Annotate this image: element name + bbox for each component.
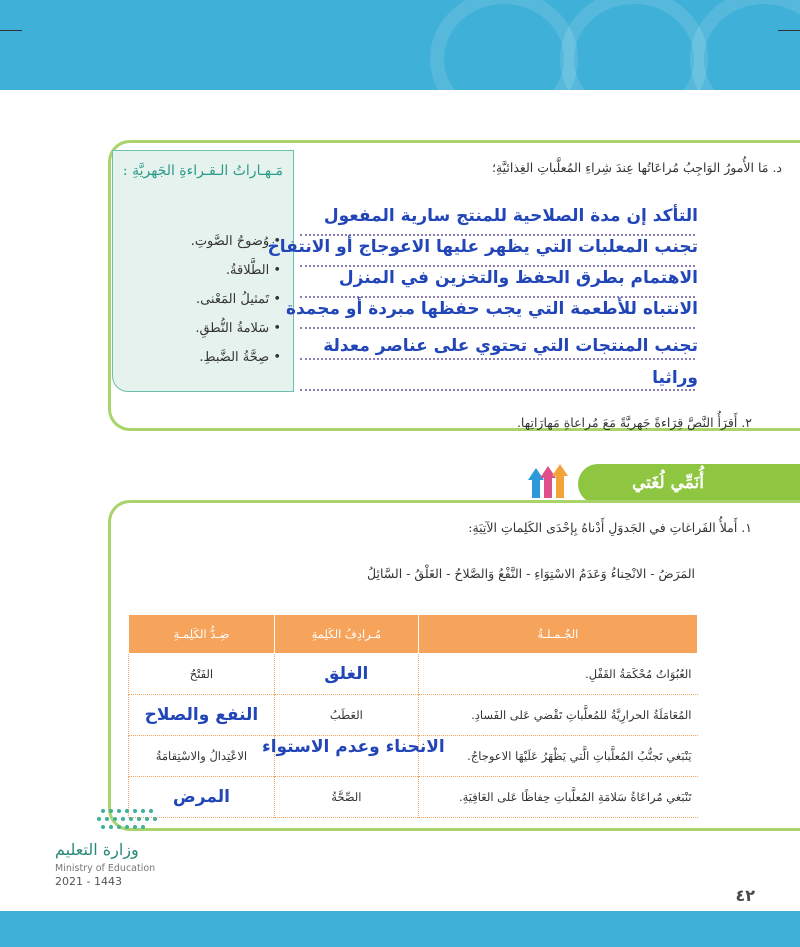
answer-line — [300, 327, 695, 330]
sentence-cell: المُعَامَلَةُ الحرارِيَّةُ للمُعلَّباتِ تَقْضي عَلى الفَسادِ. — [418, 695, 697, 736]
crop-mark — [0, 30, 22, 31]
skills-title: مَـهـاراتُ الـقـراءةِ الجَهريَّةِ : — [122, 163, 283, 179]
question-d: د. مَا الأُمورُ الوَاجِبُ مُراعَاتُها عِندَ شِراءِ المُعلَّباتِ الغِذائيَّةِ؛ — [491, 160, 782, 175]
table-row — [129, 654, 698, 695]
top-banner — [0, 0, 800, 90]
antonym-cell: الفَتْحُ — [129, 654, 275, 695]
section-tab-label: أُنَمِّي لُغَتي — [631, 473, 704, 493]
question-2: ٢. أَقرَأُ النَّصَّ قِرَاءةً جَهريَّةً مَعَ مُراعاةِ مَهارَاتِها. — [516, 415, 752, 430]
antonym-cell: المرض — [129, 777, 275, 818]
handwritten-answer: الاهتمام بطرق الحفظ والتخزين في المنزل — [338, 268, 698, 288]
skill-item: • وُضوحُ الصَّوتِ. — [191, 227, 281, 256]
ministry-logo — [55, 805, 165, 888]
handwritten-answer: الانتباه للأطعمة التي يجب حفظها مبردة أو مجمدة — [285, 299, 698, 319]
skill-item: • الطَّلاقةُ. — [191, 256, 281, 285]
table-header: ضِـدُّ الكَلِمـةِ — [129, 615, 275, 654]
ministry-name-ar: وزارة التعليم — [55, 840, 139, 859]
handwritten-synonym: الانحناء وعدم الاستواء — [262, 737, 445, 757]
synonym-cell: الغلق — [274, 654, 418, 695]
answer-line — [300, 389, 695, 392]
table-header: مُـرادِفُ الكَلِمةِ — [274, 615, 418, 654]
skills-box — [112, 150, 294, 392]
exercise-table — [128, 614, 698, 818]
bottom-banner — [0, 911, 800, 947]
sentence-cell: العُبُوَاتُ مُحْكَمَةُ القَفْلِ. — [418, 654, 697, 695]
banner-pattern — [560, 0, 708, 90]
handwritten-answer: تجنب المنتجات التي تحتوي على عناصر معدلة — [323, 336, 698, 356]
page-number: ٤٢ — [735, 886, 755, 905]
ministry-year: 2021 - 1443 — [55, 875, 122, 888]
table-row — [129, 777, 698, 818]
handwritten-answer: التأكد إن مدة الصلاحية للمنتج سارية المفعول — [323, 206, 698, 226]
antonym-cell: الاعْتِدالُ والاسْتِقامَةُ — [129, 736, 275, 777]
table-row — [129, 695, 698, 736]
crop-mark — [778, 30, 800, 31]
ministry-dots-icon — [55, 805, 165, 837]
banner-pattern — [690, 0, 800, 90]
sentence-cell: تَنْبَغي مُراعَاةُ سَلامَةِ المُعلَّباتِ حِفاظًا عَلى العَافِيَةِ. — [418, 777, 697, 818]
arrows-icon — [524, 462, 574, 502]
question-1: ١. أَملأُ الفَراغاتِ في الجَدوَلِ أَدْناهُ بِإحْدَى الكَلِماتِ الآتِيَةِ: — [468, 520, 752, 535]
synonym-cell: الصِّحَّةُ — [274, 777, 418, 818]
antonym-cell: النفع والصلاح — [129, 695, 275, 736]
handwritten-answer: تجنب المعلبات التي يظهر عليها الاعوجاج أو الانتفاخ — [267, 237, 698, 257]
banner-pattern — [430, 0, 578, 90]
skill-item: • صِحَّةُ الضَّبطِ. — [191, 343, 281, 372]
ministry-name-en: Ministry of Education — [55, 863, 156, 874]
synonym-cell: العَطَبُ — [274, 695, 418, 736]
skill-item: • تَمثيلُ المَعْنى. — [191, 285, 281, 314]
table-header: الجُـمـلـةُ — [418, 615, 697, 654]
word-bank: المَرَضُ - الانْحِناءُ وَعَدَمُ الاسْتِوَاءِ - النَّفْعُ وَالصَّلاحُ - الغَلْقُ - السَّائِلُ — [367, 566, 695, 581]
handwritten-answer: وراثيا — [652, 368, 698, 388]
answer-line — [300, 358, 695, 361]
skill-item: • سَلامةُ النُّطقِ. — [191, 314, 281, 343]
sentence-cell: يَنْبَغي تَجنُّبُ المُعلَّباتِ الَّتي يَظْهَرُ عَلَيْهَا الاعوجاجُ. — [418, 736, 697, 777]
